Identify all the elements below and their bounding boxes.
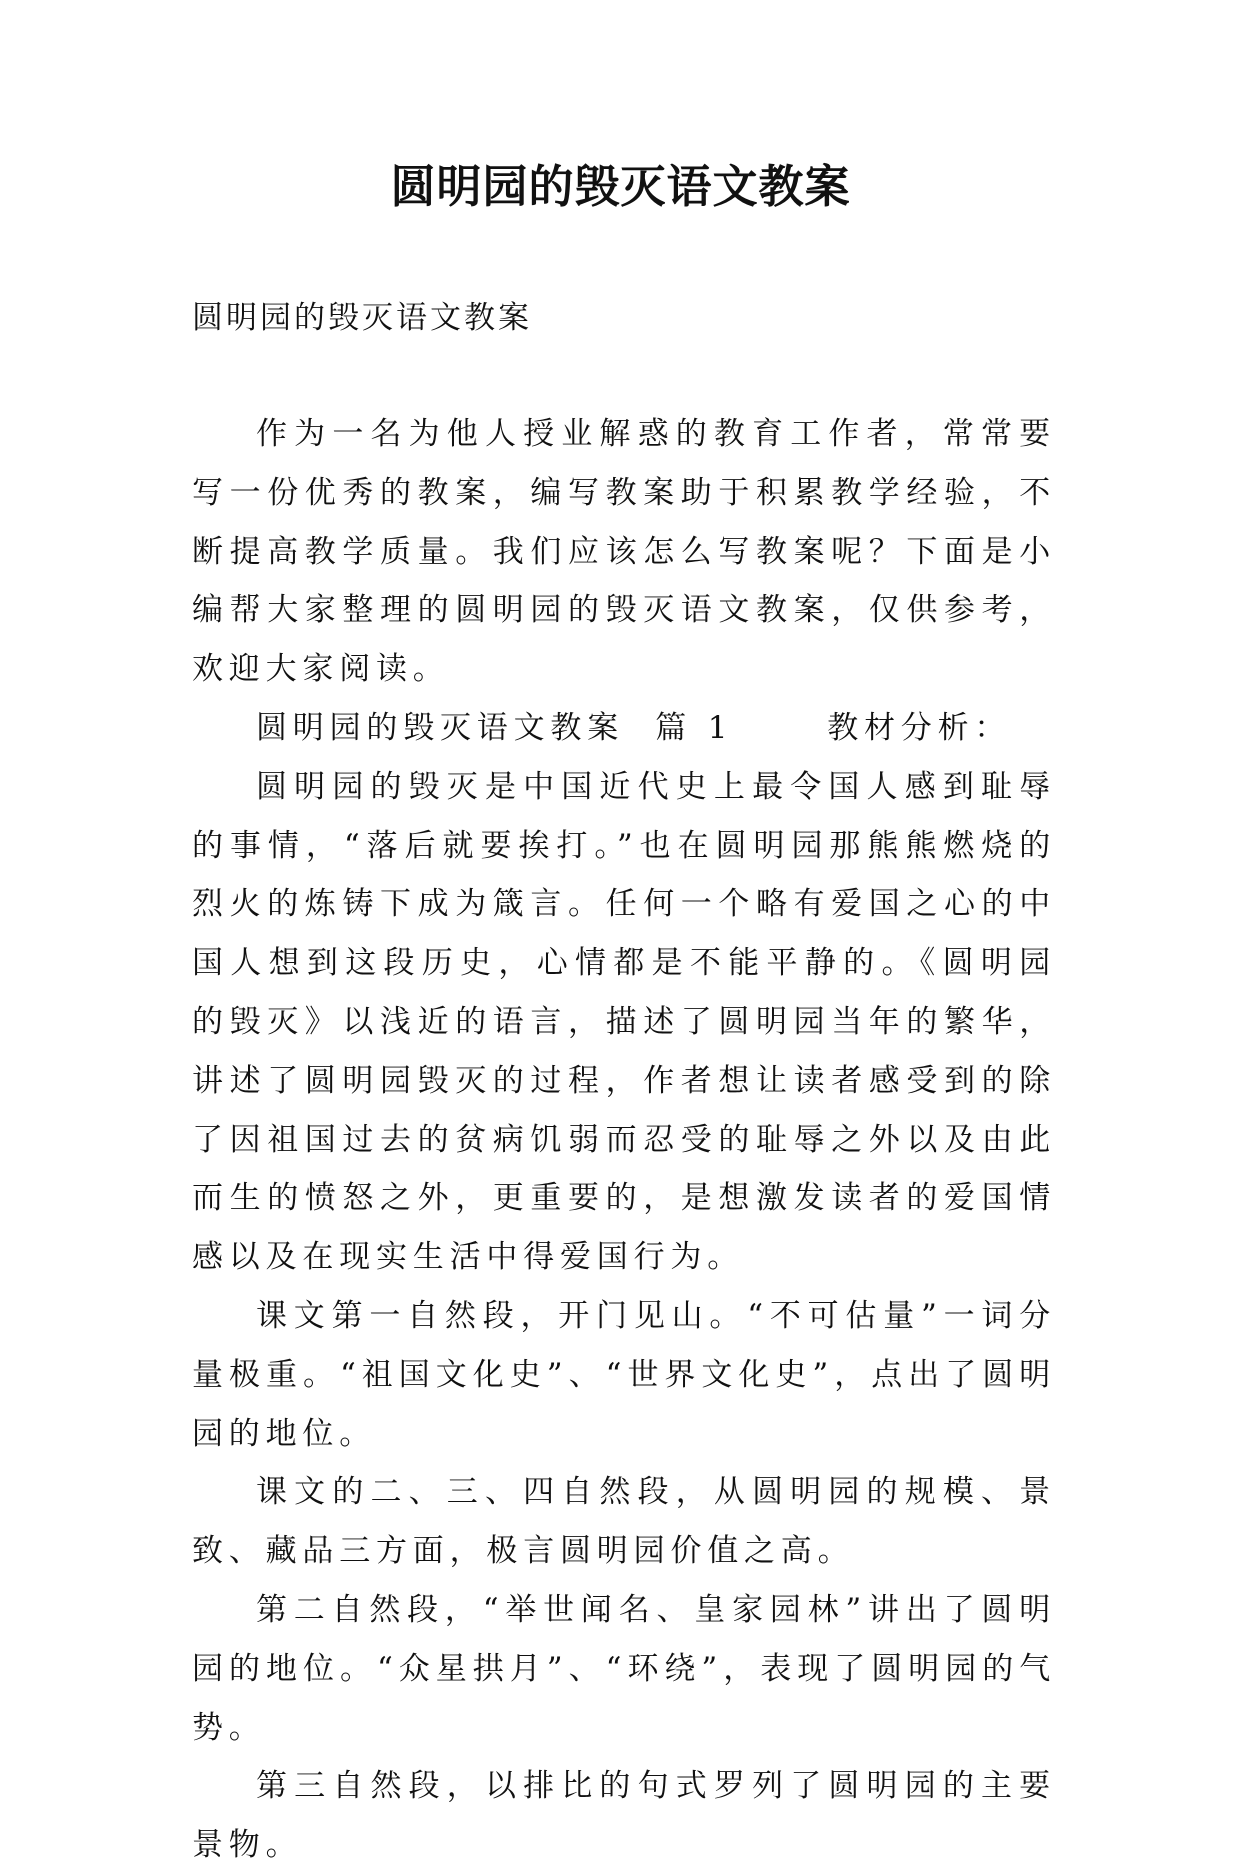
paragraph-second-section: 第二自然段，“举世闻名、皇家园林”讲出了圆明园的地位。“众星拱月”、“环绕”，表现了圆明园的气势。 — [192, 1591, 1056, 1746]
document-title: 圆明园的毁灭语文教案 — [390, 160, 851, 213]
paragraph-section-heading: 圆明园的毁灭语文教案 篇 1 教材分析： — [256, 709, 1012, 746]
paragraph-material-analysis: 圆明园的毁灭是中国近代史上最令国人感到耻辱的事情，“落后就要挨打。”也在圆明园那熊熊燃烧的烈火的炼铸下成为箴言。任何一个略有爱国之心的中国人想到这段历史，心情都是不能平静的。《圆明园的毁灭》以浅近的语言，描述了圆明园当年的繁华，讲述了圆明园毁灭的过程，作者想让读者感受到的除了因祖国过去的贫病饥弱而忍受的耻辱之外以及由此而生的愤怒之外，更重要的，是想激发读者的爱国情感以及在现实生活中得爱国行为。 — [192, 768, 1056, 1276]
document-subtitle: 圆明园的毁灭语文教案 — [192, 300, 532, 336]
paragraph-intro: 作为一名为他人授业解惑的教育工作者，常常要写一份优秀的教案，编写教案助于积累教学经验，不断提高教学质量。我们应该怎么写教案呢？下面是小编帮大家整理的圆明园的毁灭语文教案，仅供参考，欢迎大家阅读。 — [192, 416, 1056, 688]
paragraph-first-section: 课文第一自然段，开门见山。“不可估量”一词分量极重。“祖国文化史”、“世界文化史”，点出了圆明园的地位。 — [192, 1297, 1056, 1452]
document-body — [192, 405, 1056, 1875]
paragraph-third-section: 第三自然段，以排比的句式罗列了圆明园的主要景物。 — [192, 1768, 1056, 1864]
paragraph-sections-two-to-four: 课文的二、三、四自然段，从圆明园的规模、景致、藏品三方面，极言圆明园价值之高。 — [192, 1474, 1056, 1570]
